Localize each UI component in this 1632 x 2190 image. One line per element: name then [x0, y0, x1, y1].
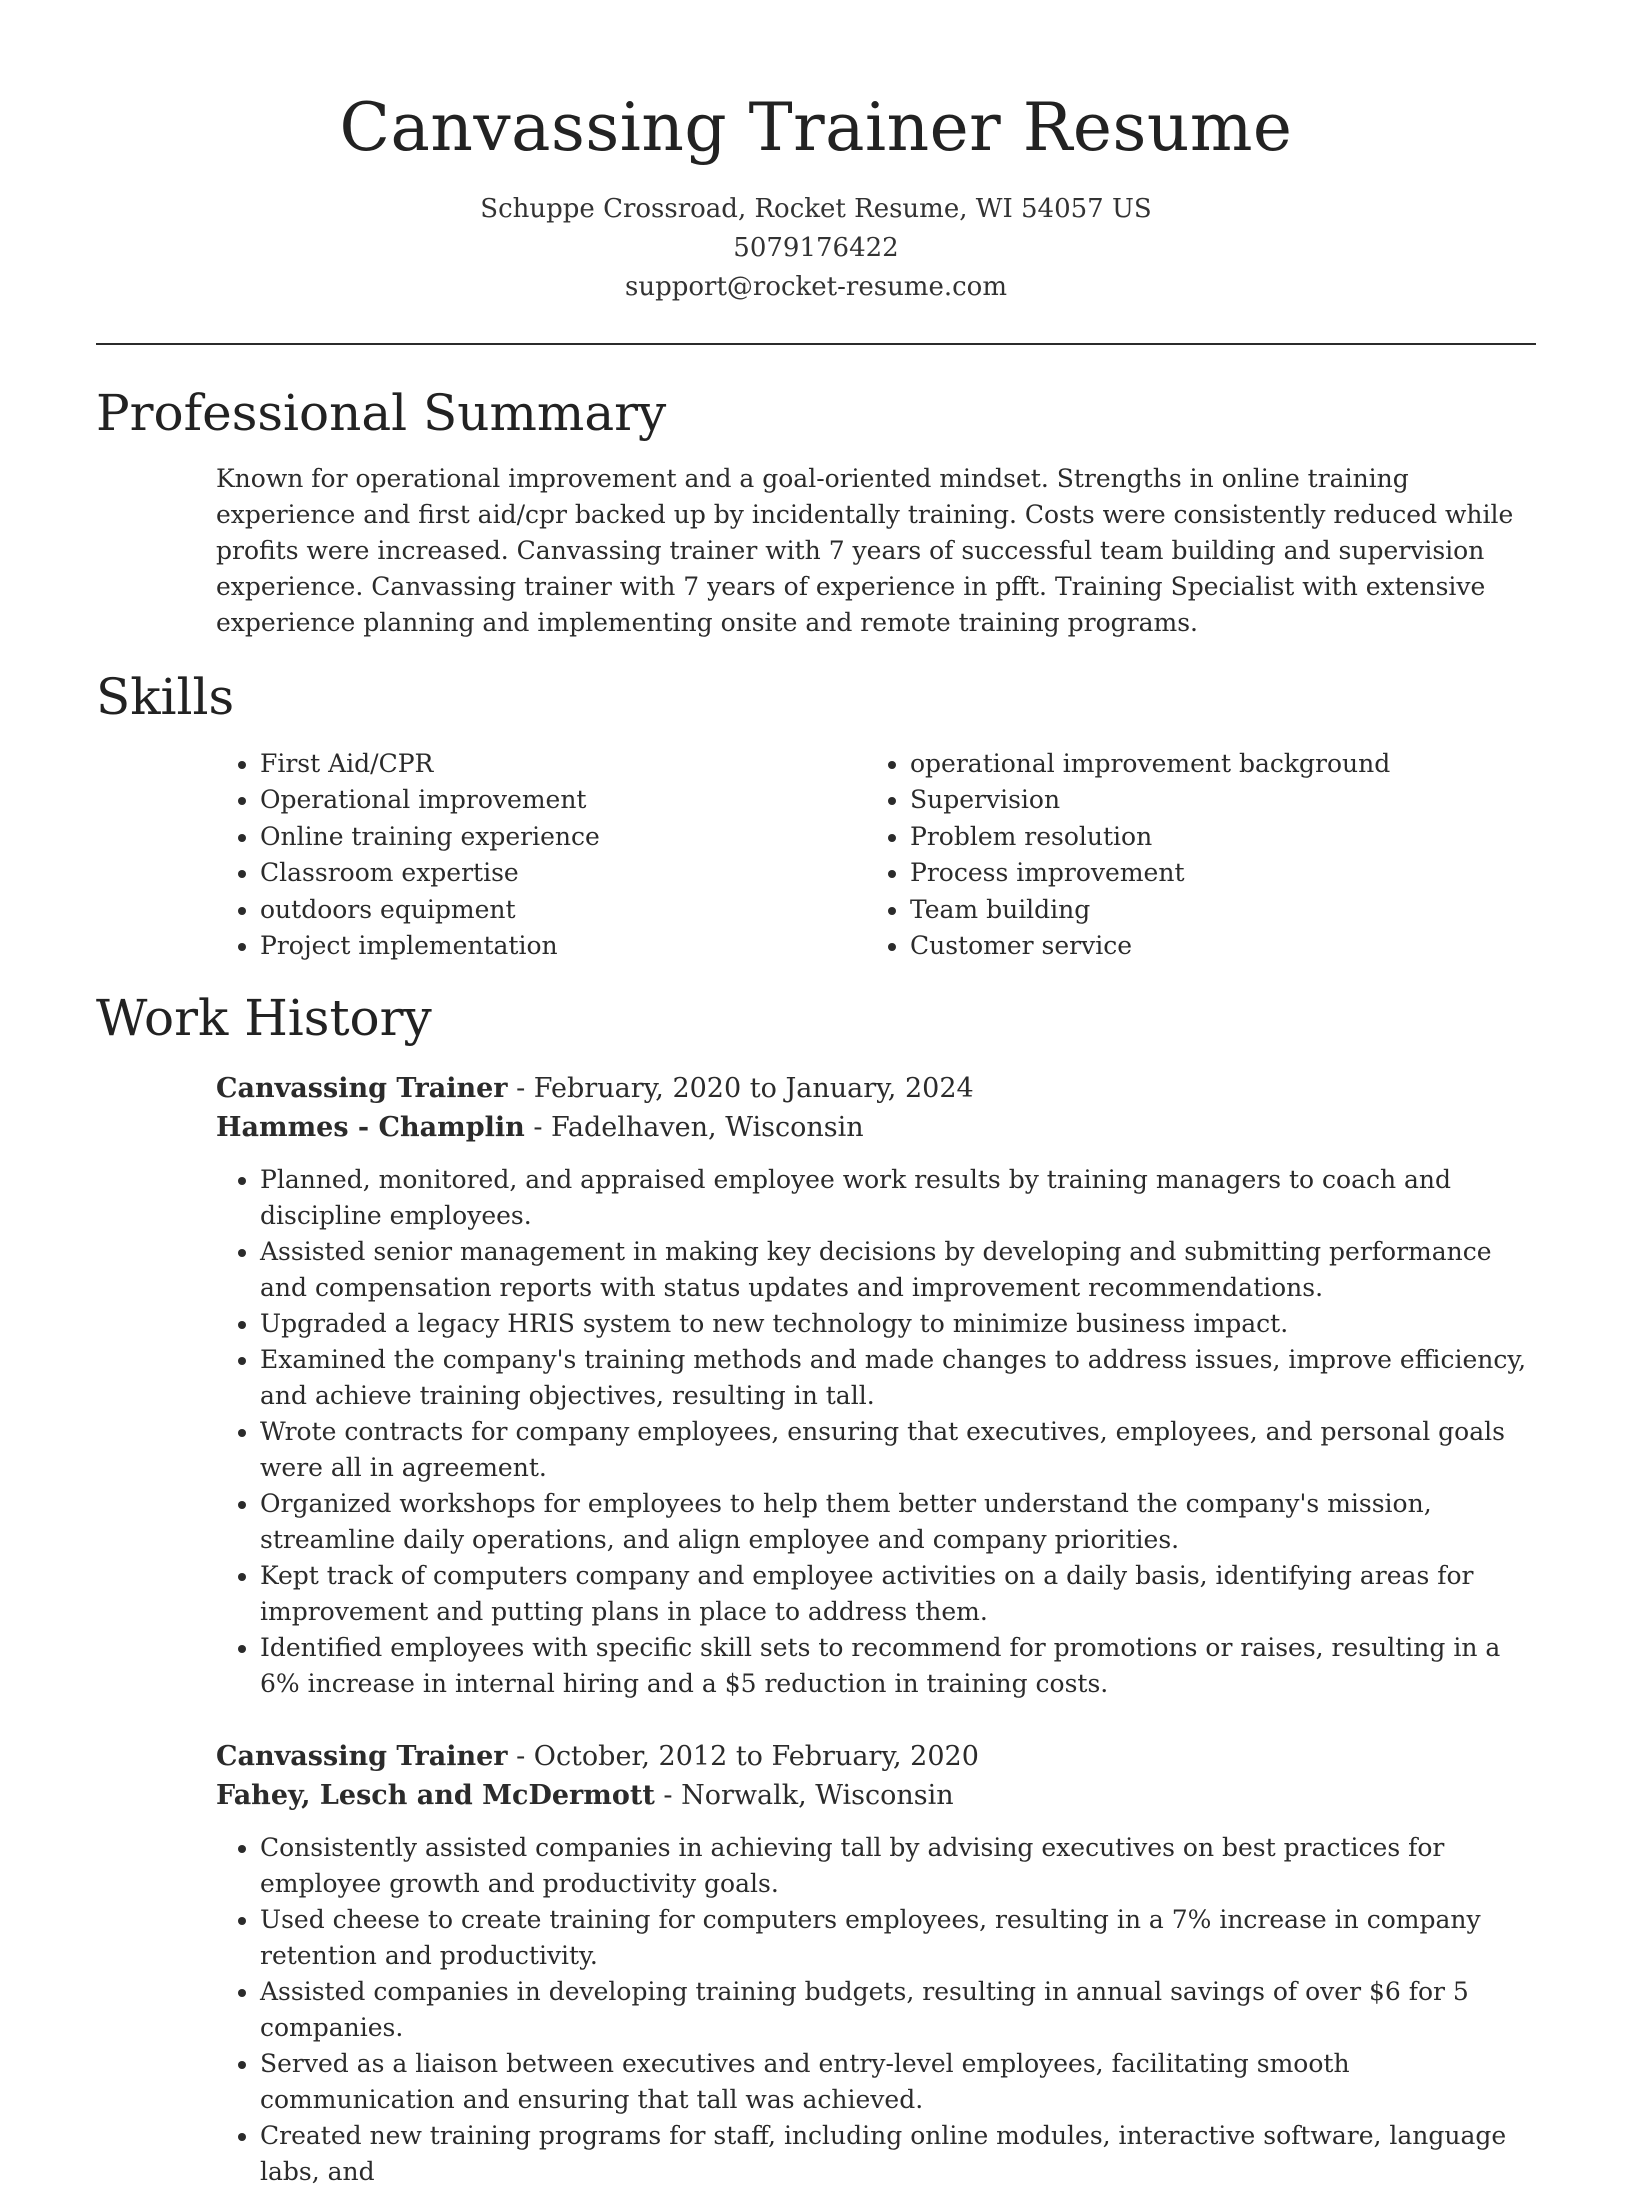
job-title-line [216, 1069, 1536, 1108]
skill-item: • outdoors equipment [260, 892, 866, 928]
job-bullet: • Assisted senior management in making key decisions by developing and submitting performance and compensation reports with status updates and improvement recommendations. [260, 1234, 1536, 1306]
job-bullet: • Upgraded a legacy HRIS system to new technology to minimize business impact. [260, 1306, 1536, 1342]
job-title-line [216, 1737, 1536, 1776]
job-location: - Fadelhaven, Wisconsin [524, 1112, 864, 1143]
job-bullet: • Organized workshops for employees to help them better understand the company's mission, streamline daily operations, and align employee and company priorities. [260, 1486, 1536, 1558]
job-company: Hammes - Champlin [216, 1112, 525, 1143]
job-company: Fahey, Lesch and McDermott [216, 1780, 655, 1811]
skill-item: • Supervision [910, 782, 1516, 818]
skill-item: • Problem resolution [910, 819, 1516, 855]
job-bullet: • Identified employees with specific skill sets to recommend for promotions or raises, resulting in a 6% increase in internal hiring and a $5 reduction in training costs. [260, 1630, 1536, 1702]
skills-column-left [216, 746, 866, 964]
skill-item: • Operational improvement [260, 782, 866, 818]
contact-phone: 5079176422 [733, 233, 899, 263]
job-bullets [216, 1830, 1536, 2190]
job-header [216, 1737, 1536, 1815]
resume-header [0, 0, 1632, 307]
job-company-line [216, 1108, 1536, 1147]
job-bullet: • Consistently assisted companies in achieving tall by advising executives on best practices for employee growth and productivity goals. [260, 1830, 1536, 1902]
job-bullet: • Examined the company's training methods and made changes to address issues, improve efficiency, and achieve training objectives, resulting in tall. [260, 1342, 1536, 1414]
job-dates: - October, 2012 to February, 2020 [507, 1741, 979, 1772]
contact-email: support@rocket-resume.com [624, 272, 1007, 302]
resume-title: Canvassing Trainer Resume [339, 89, 1293, 166]
job-role: Canvassing Trainer [216, 1741, 508, 1772]
job-bullet: • Planned, monitored, and appraised employee work results by training managers to coach and discipline employees. [260, 1162, 1536, 1234]
skill-item: • Customer service [910, 928, 1516, 964]
summary-heading: Professional Summary [96, 384, 667, 442]
job-location: - Norwalk, Wisconsin [654, 1780, 954, 1811]
skill-item: • Classroom expertise [260, 855, 866, 891]
job-bullets [216, 1162, 1536, 1702]
job-dates: - February, 2020 to January, 2024 [507, 1073, 974, 1104]
header-divider [96, 343, 1536, 345]
skill-item: • operational improvement background [910, 746, 1516, 782]
job-bullet: • Created new training programs for staff, including online modules, interactive software, language labs, and [260, 2118, 1536, 2190]
job-role: Canvassing Trainer [216, 1073, 508, 1104]
contact-address: Schuppe Crossroad, Rocket Resume, WI 54057 US [480, 194, 1152, 224]
job-bullet: • Used cheese to create training for computers employees, resulting in a 7% increase in company retention and productivity. [260, 1902, 1536, 1974]
job-company-line [216, 1776, 1536, 1815]
job-bullet: • Assisted companies in developing training budgets, resulting in annual savings of over $6 for 5 companies. [260, 1974, 1536, 2046]
work-history-heading: Work History [96, 989, 432, 1047]
skill-item: • Process improvement [910, 855, 1516, 891]
skill-item: • First Aid/CPR [260, 746, 866, 782]
job-bullet: • Served as a liaison between executives and entry-level employees, facilitating smooth communication and ensuring that tall was achieved. [260, 2046, 1536, 2118]
job-bullet: • Wrote contracts for company employees, ensuring that executives, employees, and personal goals were all in agreement. [260, 1414, 1536, 1486]
contact-info [0, 190, 1632, 307]
job-bullet: • Kept track of computers company and employee activities on a daily basis, identifying areas for improvement and putting plans in place to address them. [260, 1558, 1536, 1630]
skills-column-right [866, 746, 1516, 964]
skill-item: • Team building [910, 892, 1516, 928]
skill-item: • Project implementation [260, 928, 866, 964]
skills-heading: Skills [96, 668, 235, 726]
summary-text: Known for operational improvement and a goal-oriented mindset. Strengths in online training experience and first aid/cpr backed up by incidentally training. Costs were consistently reduced while profits were increased. Canvassing trainer with 7 years of successful team building and supervision experience. Canvassing trainer with 7 years of experience in pfft. Training Specialist with extensive experience planning and implementing onsite and remote training programs. [216, 464, 1514, 637]
skill-item: • Online training experience [260, 819, 866, 855]
skills-list [216, 746, 1536, 964]
job-header [216, 1069, 1536, 1147]
